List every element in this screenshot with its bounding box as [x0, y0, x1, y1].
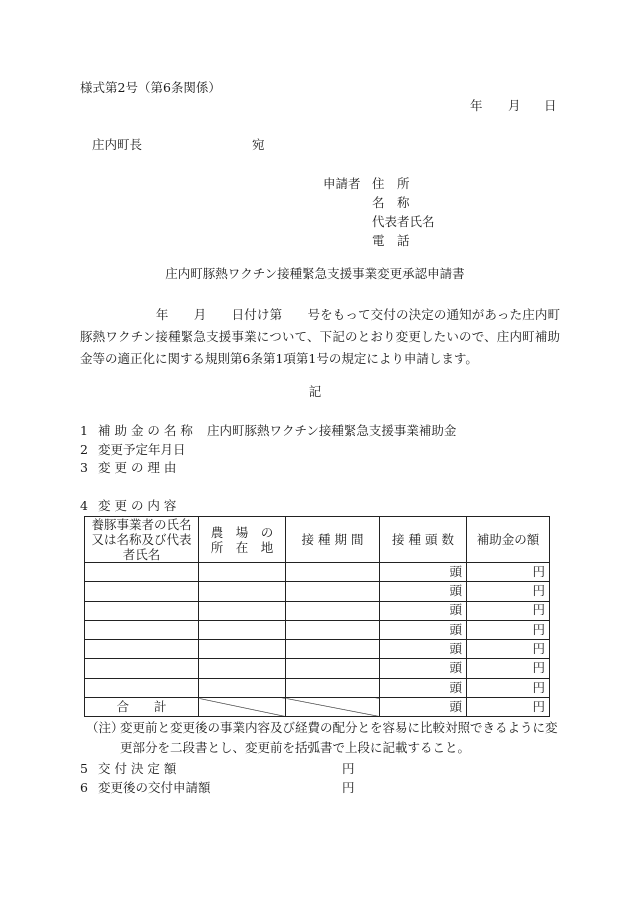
table-row [85, 563, 550, 582]
cell-location [199, 563, 286, 582]
cell-count: 頭 [380, 620, 467, 639]
form-number: 様式第2号（第6条関係） [80, 80, 221, 95]
table-row [85, 678, 550, 697]
document-title: 庄内町豚熱ワクチン接種緊急支援事業変更承認申請書 [165, 266, 465, 281]
item-6-label: 変更後の交付申請額 [98, 780, 211, 795]
total-location-slash [199, 698, 286, 717]
cell-period [286, 640, 380, 659]
cell-period [286, 601, 380, 620]
addressee-suffix: 宛 [252, 137, 265, 152]
header-vaccination-period: 接 種 期 間 [286, 517, 380, 563]
cell-amount: 円 [467, 582, 550, 601]
item-6-unit: 円 [342, 780, 355, 795]
body-paragraph: 年 月 日付け第 号をもって交付の決定の通知があった庄内町豚熱ワクチン接種緊急支援事業について、下記のとおり変更したいので、庄内町補助金等の適正化に関する規則第6条第1項第1号の規定により申請します。 [80, 307, 560, 366]
cell-operator [85, 640, 199, 659]
table-header-row [85, 517, 550, 563]
cell-amount: 円 [467, 678, 550, 697]
applicant-representative-label: 代表者氏名 [372, 214, 435, 229]
ki-heading: 記 [308, 384, 322, 399]
item-6-number: 6 [80, 780, 88, 795]
cell-period [286, 678, 380, 697]
item-3-label: 変 更 の 理 由 [98, 460, 177, 475]
item-4-number: 4 [80, 498, 88, 513]
total-period-slash [286, 698, 380, 717]
table-row [85, 659, 550, 678]
header-subsidy-amount: 補助金の額 [467, 517, 550, 563]
applicant-phone-label: 電 話 [372, 233, 410, 248]
table-row [85, 640, 550, 659]
item-3-number: 3 [80, 460, 88, 475]
total-amount: 円 [467, 698, 550, 717]
item-5-number: 5 [80, 761, 88, 776]
addressee-name: 庄内町長 [92, 137, 143, 152]
cell-count: 頭 [380, 678, 467, 697]
note-label: （注） [86, 720, 124, 735]
cell-count: 頭 [380, 640, 467, 659]
cell-operator [85, 582, 199, 601]
table-total-row [85, 698, 550, 717]
cell-operator [85, 563, 199, 582]
cell-count: 頭 [380, 659, 467, 678]
item-4-label: 変 更 の 内 容 [98, 498, 177, 513]
cell-operator [85, 601, 199, 620]
item-1-label: 補 助 金 の 名 称 [98, 423, 193, 438]
cell-location [199, 659, 286, 678]
cell-period [286, 659, 380, 678]
note-text: 変更前と変更後の事業内容及び経費の配分とを容易に比較対照できるように変更部分を二段書とし、変更前を括弧書で上段に記載すること。 [120, 720, 558, 755]
cell-amount: 円 [467, 640, 550, 659]
date-day-label: 日 [544, 98, 557, 113]
item-2-label: 変更予定年月日 [98, 442, 186, 457]
date-month-label: 月 [508, 98, 521, 113]
cell-operator [85, 620, 199, 639]
header-vaccination-count: 接 種 頭 数 [380, 517, 467, 563]
cell-period [286, 582, 380, 601]
table-row [85, 582, 550, 601]
cell-count: 頭 [380, 563, 467, 582]
applicant-name-label: 名 称 [372, 195, 410, 210]
table-row [85, 601, 550, 620]
cell-amount: 円 [467, 659, 550, 678]
cell-location [199, 620, 286, 639]
applicant-address-label: 住 所 [372, 176, 410, 191]
total-count: 頭 [380, 698, 467, 717]
header-operator-name: 養豚事業者の氏名又は名称及び代表者氏名 [85, 517, 199, 563]
cell-amount: 円 [467, 620, 550, 639]
cell-location [199, 678, 286, 697]
table-row [85, 620, 550, 639]
cell-location [199, 640, 286, 659]
item-1-value: 庄内町豚熱ワクチン接種緊急支援事業補助金 [207, 423, 457, 438]
item-5-label: 交 付 決 定 額 [98, 761, 177, 776]
cell-operator [85, 659, 199, 678]
cell-count: 頭 [380, 601, 467, 620]
item-2-number: 2 [80, 442, 88, 457]
cell-period [286, 563, 380, 582]
cell-amount: 円 [467, 563, 550, 582]
applicant-label: 申請者 [323, 176, 361, 191]
cell-period [286, 620, 380, 639]
cell-location [199, 582, 286, 601]
header-farm-location: 農 場 の 所 在 地 [199, 517, 286, 563]
cell-operator [85, 678, 199, 697]
item-5-unit: 円 [342, 761, 355, 776]
cell-count: 頭 [380, 582, 467, 601]
change-content-table [84, 516, 550, 717]
cell-amount: 円 [467, 601, 550, 620]
total-label: 合 計 [85, 698, 199, 717]
cell-location [199, 601, 286, 620]
date-year-label: 年 [470, 98, 483, 113]
item-1-number: 1 [80, 423, 88, 438]
